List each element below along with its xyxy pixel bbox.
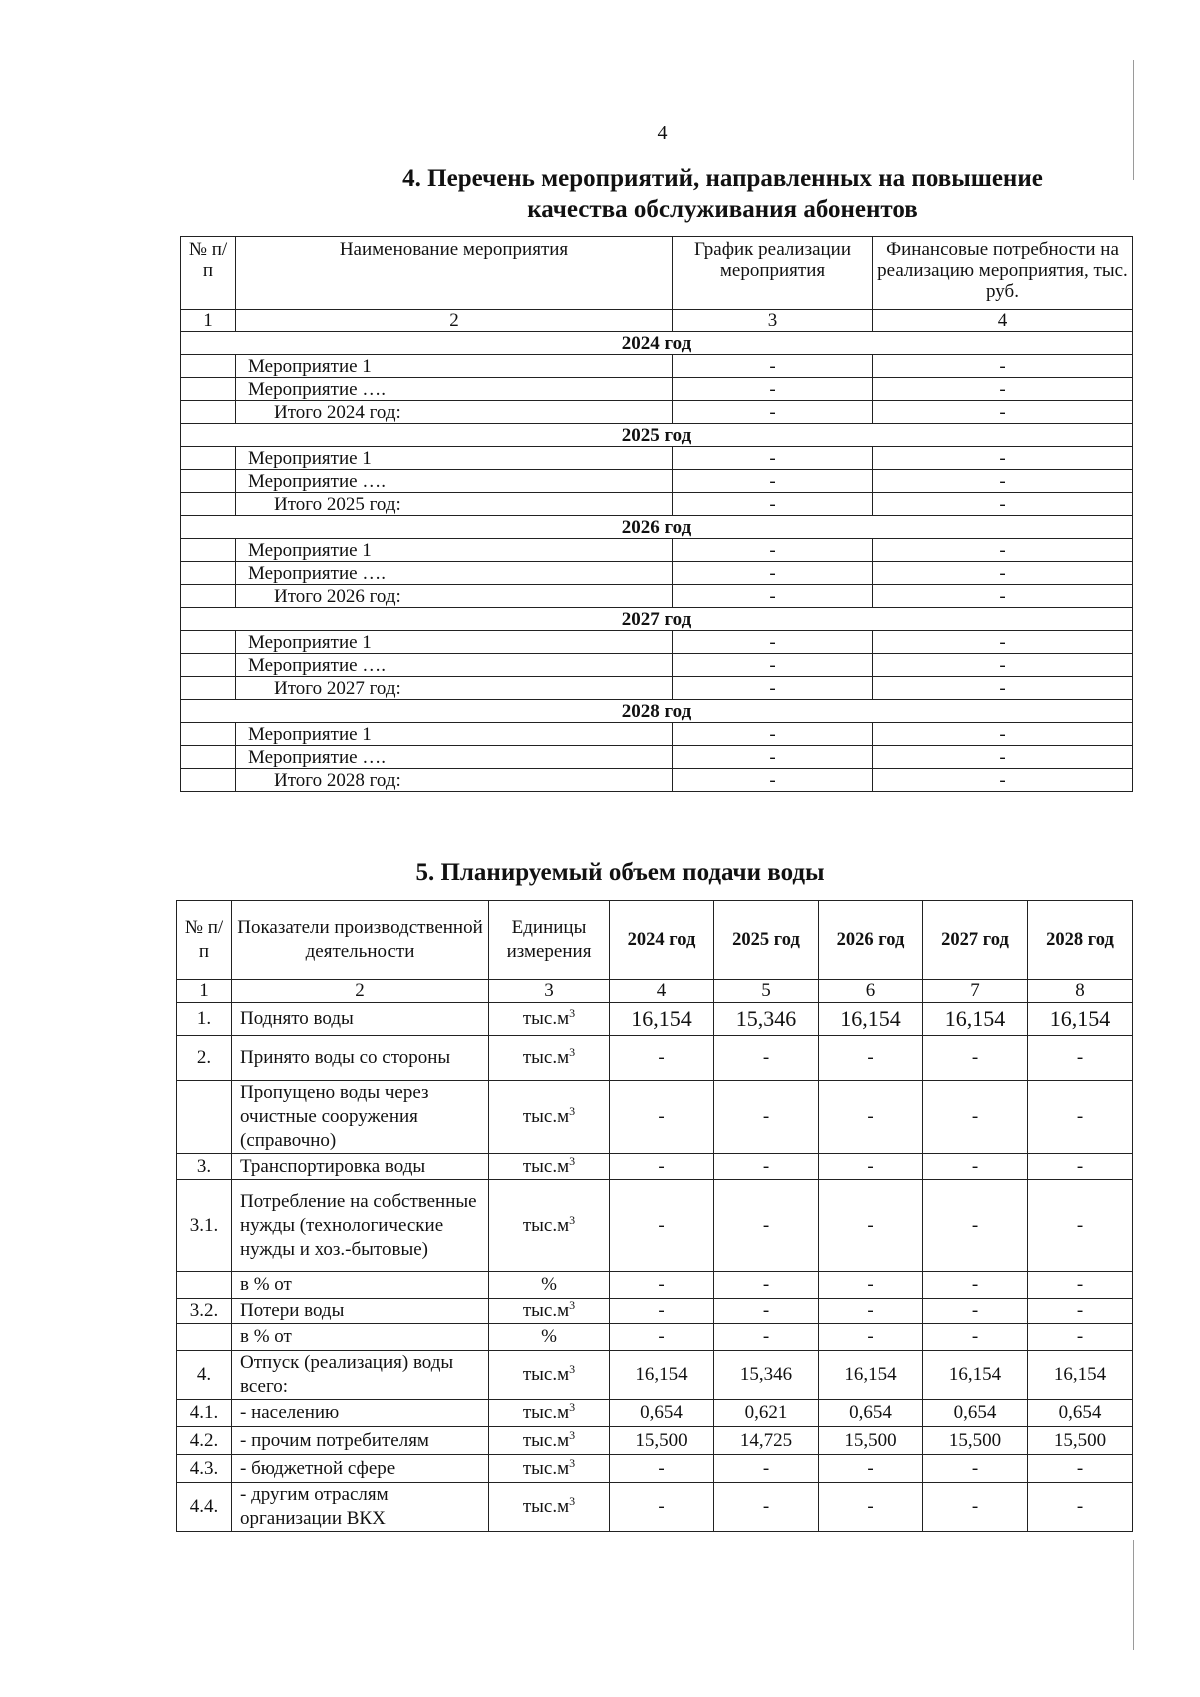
event-row [181, 654, 1133, 677]
year-value: - [819, 1081, 923, 1154]
section5-title: 5. Планируемый объем подачи воды [415, 859, 825, 886]
unit-cell [489, 1351, 610, 1400]
section4-title-line2: качества обслуживания абонентов [527, 196, 918, 223]
header-num: № п/п [177, 901, 232, 980]
year-value: 16,154 [1028, 1003, 1133, 1036]
header-event-name: Наименование мероприятия [236, 237, 673, 310]
indicator-row [177, 1427, 1133, 1455]
unit-superscript: 3 [569, 1400, 576, 1414]
year-value: 15,346 [714, 1003, 819, 1036]
header-year: 2024 год [610, 901, 714, 980]
event-finance: - [873, 470, 1133, 493]
unit-cell [489, 1081, 610, 1154]
unit-cell [489, 1455, 610, 1483]
year-value: - [1028, 1483, 1133, 1532]
indicator-name: - другим отраслям организации ВКХ [232, 1483, 489, 1532]
year-value: 16,154 [610, 1351, 714, 1400]
col-number: 2 [236, 310, 673, 332]
section4-title [360, 163, 1085, 225]
year-value: 14,725 [714, 1427, 819, 1455]
event-finance: - [873, 654, 1133, 677]
year-value: - [923, 1324, 1028, 1351]
unit-label: % [541, 1274, 557, 1295]
event-name: Итого 2026 год: [236, 585, 673, 608]
year-value: - [714, 1180, 819, 1272]
year-value: 0,654 [819, 1400, 923, 1427]
event-name: Мероприятие 1 [236, 723, 673, 746]
event-num [181, 401, 236, 424]
year-label: 2026 год [181, 516, 1133, 539]
event-row [181, 585, 1133, 608]
year-value: 16,154 [610, 1003, 714, 1036]
year-value: 16,154 [819, 1351, 923, 1400]
year-value: 0,621 [714, 1400, 819, 1427]
unit-label: тыс.м [522, 1047, 570, 1068]
unit-label: тыс.м [522, 1300, 570, 1321]
header-indicator: Показатели производственной деятельности [232, 901, 489, 980]
event-finance: - [873, 539, 1133, 562]
event-name: Мероприятие …. [236, 654, 673, 677]
unit-superscript: 3 [569, 1212, 576, 1227]
header-year: 2027 год [923, 901, 1028, 980]
event-row [181, 562, 1133, 585]
indicator-row [177, 1003, 1133, 1036]
row-number: 3. [177, 1154, 232, 1180]
col-number: 7 [923, 980, 1028, 1003]
year-value: - [819, 1036, 923, 1081]
row-number [177, 1081, 232, 1154]
col-number: 3 [489, 980, 610, 1003]
events-table-header [181, 237, 1133, 310]
col-number: 1 [181, 310, 236, 332]
unit-superscript: 3 [569, 1045, 576, 1059]
water-supply-table [176, 900, 1133, 1532]
event-name: Мероприятие 1 [236, 447, 673, 470]
unit-superscript: 3 [569, 1455, 576, 1470]
year-value: - [610, 1299, 714, 1324]
indicator-row [177, 1455, 1133, 1483]
year-value: - [923, 1483, 1028, 1532]
event-schedule: - [673, 447, 873, 470]
indicator-name: Отпуск (реализация) воды всего: [232, 1351, 489, 1400]
event-num [181, 493, 236, 516]
event-row [181, 723, 1133, 746]
event-row [181, 539, 1133, 562]
event-schedule: - [673, 677, 873, 700]
event-finance: - [873, 493, 1133, 516]
indicator-row [177, 1351, 1133, 1400]
event-row [181, 401, 1133, 424]
event-schedule: - [673, 401, 873, 424]
col-number: 1 [177, 980, 232, 1003]
event-num [181, 447, 236, 470]
row-number: 3.2. [177, 1299, 232, 1324]
unit-superscript: 3 [569, 1494, 576, 1508]
event-row [181, 493, 1133, 516]
event-name: Итого 2028 год: [236, 769, 673, 792]
event-num [181, 654, 236, 677]
year-value: - [1028, 1081, 1133, 1154]
event-num [181, 723, 236, 746]
indicator-name: в % от [232, 1324, 489, 1351]
year-value: 16,154 [819, 1003, 923, 1036]
year-value: - [714, 1036, 819, 1081]
year-value: - [819, 1180, 923, 1272]
year-label: 2028 год [181, 700, 1133, 723]
event-schedule: - [673, 562, 873, 585]
section4-title-line1: 4. Перечень мероприятий, направленных на повышение [402, 165, 1043, 192]
year-value: 15,500 [610, 1427, 714, 1455]
year-value: - [923, 1455, 1028, 1483]
year-label: 2024 год [181, 332, 1133, 355]
year-value: - [819, 1455, 923, 1483]
unit-cell [489, 1299, 610, 1324]
year-value: - [1028, 1180, 1133, 1272]
col-number: 5 [714, 980, 819, 1003]
year-value: - [923, 1299, 1028, 1324]
unit-superscript: 3 [569, 1006, 576, 1020]
scan-edge-line [1133, 60, 1134, 180]
column-numbers-row [181, 310, 1133, 332]
event-row [181, 378, 1133, 401]
water-table-body [177, 980, 1133, 1532]
event-schedule: - [673, 631, 873, 654]
unit-cell [489, 1036, 610, 1081]
event-num [181, 355, 236, 378]
header-year: 2028 год [1028, 901, 1133, 980]
year-value: 0,654 [923, 1400, 1028, 1427]
year-group-row [181, 424, 1133, 447]
event-name: Мероприятие …. [236, 562, 673, 585]
year-value: - [1028, 1272, 1133, 1299]
indicator-row [177, 1299, 1133, 1324]
unit-cell [489, 1427, 610, 1455]
year-value: - [923, 1154, 1028, 1180]
event-row [181, 631, 1133, 654]
year-value: - [714, 1299, 819, 1324]
indicator-name: - бюджетной сфере [232, 1455, 489, 1483]
year-value: - [610, 1483, 714, 1532]
event-row [181, 447, 1133, 470]
header-finance: Финансовые потребности на реализацию мероприятия, тыс. руб. [873, 237, 1133, 310]
indicator-name: в % от [232, 1272, 489, 1299]
event-schedule: - [673, 355, 873, 378]
unit-cell [489, 1154, 610, 1180]
event-row [181, 470, 1133, 493]
unit-cell [489, 1180, 610, 1272]
row-number: 4.3. [177, 1455, 232, 1483]
year-value: - [819, 1272, 923, 1299]
unit-label: тыс.м [522, 1496, 570, 1517]
header-year: 2025 год [714, 901, 819, 980]
year-value: 15,500 [1028, 1427, 1133, 1455]
row-number [177, 1324, 232, 1351]
event-num [181, 585, 236, 608]
events-table [180, 236, 1133, 792]
col-number: 2 [232, 980, 489, 1003]
event-row [181, 746, 1133, 769]
year-value: - [714, 1081, 819, 1154]
row-number: 3.1. [177, 1180, 232, 1272]
unit-label: тыс.м [522, 1402, 570, 1423]
indicator-name: Транспортировка воды [232, 1154, 489, 1180]
unit-cell [489, 1483, 610, 1532]
year-value: - [714, 1272, 819, 1299]
event-name: Мероприятие …. [236, 746, 673, 769]
column-numbers-row [177, 980, 1133, 1003]
event-finance: - [873, 447, 1133, 470]
event-schedule: - [673, 769, 873, 792]
year-value: 16,154 [1028, 1351, 1133, 1400]
year-value: 16,154 [923, 1003, 1028, 1036]
event-finance: - [873, 562, 1133, 585]
event-name: Мероприятие …. [236, 378, 673, 401]
event-finance: - [873, 631, 1133, 654]
unit-superscript: 3 [569, 1153, 576, 1168]
event-schedule: - [673, 654, 873, 677]
year-value: 15,500 [923, 1427, 1028, 1455]
row-number: 4.4. [177, 1483, 232, 1532]
event-finance: - [873, 401, 1133, 424]
event-finance: - [873, 746, 1133, 769]
indicator-name: Потери воды [232, 1299, 489, 1324]
event-schedule: - [673, 746, 873, 769]
year-value: - [610, 1154, 714, 1180]
event-row [181, 355, 1133, 378]
year-label: 2027 год [181, 608, 1133, 631]
indicator-row [177, 1154, 1133, 1180]
year-value: - [923, 1180, 1028, 1272]
event-finance: - [873, 378, 1133, 401]
water-table-header [177, 901, 1133, 980]
event-schedule: - [673, 723, 873, 746]
year-value: - [923, 1081, 1028, 1154]
year-value: 15,346 [714, 1351, 819, 1400]
indicator-name: Пропущено воды через очистные сооружения (справочно) [232, 1081, 489, 1154]
year-value: - [610, 1036, 714, 1081]
row-number: 4.2. [177, 1427, 232, 1455]
header-schedule: График реализации мероприятия [673, 237, 873, 310]
event-num [181, 746, 236, 769]
year-value: 16,154 [923, 1351, 1028, 1400]
event-name: Итого 2024 год: [236, 401, 673, 424]
year-value: - [714, 1455, 819, 1483]
indicator-row [177, 1400, 1133, 1427]
year-group-row [181, 700, 1133, 723]
indicator-row [177, 1081, 1133, 1154]
col-number: 4 [873, 310, 1133, 332]
year-group-row [181, 516, 1133, 539]
indicator-name: Потребление на собственные нужды (технологические нужды и хоз.-бытовые) [232, 1180, 489, 1272]
unit-superscript: 3 [569, 1427, 576, 1442]
page-number: 4 [657, 122, 668, 144]
unit-superscript: 3 [569, 1298, 576, 1312]
event-row [181, 677, 1133, 700]
event-num [181, 677, 236, 700]
event-row [181, 769, 1133, 792]
event-num [181, 769, 236, 792]
year-group-row [181, 608, 1133, 631]
event-schedule: - [673, 539, 873, 562]
event-num [181, 470, 236, 493]
unit-label: тыс.м [522, 1457, 570, 1479]
row-number: 1. [177, 1003, 232, 1036]
year-value: 0,654 [1028, 1400, 1133, 1427]
col-number: 4 [610, 980, 714, 1003]
row-number: 2. [177, 1036, 232, 1081]
year-value: - [1028, 1324, 1133, 1351]
unit-superscript: 3 [569, 1362, 576, 1376]
event-finance: - [873, 769, 1133, 792]
row-number: 4.1. [177, 1400, 232, 1427]
year-value: - [923, 1036, 1028, 1081]
scan-edge-line [1133, 1540, 1134, 1650]
year-value: - [610, 1455, 714, 1483]
event-finance: - [873, 585, 1133, 608]
indicator-name: Принято воды со стороны [232, 1036, 489, 1081]
year-value: - [819, 1299, 923, 1324]
event-num [181, 378, 236, 401]
event-finance: - [873, 355, 1133, 378]
header-unit: Единицы измерения [489, 901, 610, 980]
year-value: - [1028, 1154, 1133, 1180]
event-name: Итого 2025 год: [236, 493, 673, 516]
year-value: - [610, 1081, 714, 1154]
year-label: 2025 год [181, 424, 1133, 447]
row-number: 4. [177, 1351, 232, 1400]
events-table-body [181, 310, 1133, 792]
unit-cell [489, 1272, 610, 1299]
unit-cell [489, 1003, 610, 1036]
year-value: - [819, 1154, 923, 1180]
year-value: - [610, 1180, 714, 1272]
year-value: - [714, 1324, 819, 1351]
header-num: № п/п [181, 237, 236, 310]
row-number [177, 1272, 232, 1299]
event-schedule: - [673, 378, 873, 401]
year-value: 0,654 [610, 1400, 714, 1427]
year-value: - [610, 1272, 714, 1299]
indicator-row [177, 1180, 1133, 1272]
unit-label: тыс.м [522, 1008, 570, 1029]
year-value: - [1028, 1036, 1133, 1081]
unit-label: тыс.м [522, 1155, 570, 1177]
event-name: Мероприятие 1 [236, 631, 673, 654]
year-value: - [923, 1272, 1028, 1299]
year-group-row [181, 332, 1133, 355]
event-schedule: - [673, 493, 873, 516]
indicator-row [177, 1036, 1133, 1081]
event-name: Мероприятие 1 [236, 355, 673, 378]
unit-label: тыс.м [522, 1429, 570, 1451]
year-value: - [819, 1483, 923, 1532]
year-value: - [819, 1324, 923, 1351]
col-number: 6 [819, 980, 923, 1003]
unit-superscript: 3 [569, 1104, 576, 1118]
event-num [181, 562, 236, 585]
event-num [181, 631, 236, 654]
indicator-name: - населению [232, 1400, 489, 1427]
unit-label: % [541, 1326, 557, 1347]
col-number: 3 [673, 310, 873, 332]
event-num [181, 539, 236, 562]
unit-label: тыс.м [522, 1106, 570, 1127]
event-name: Мероприятие …. [236, 470, 673, 493]
event-schedule: - [673, 585, 873, 608]
col-number: 8 [1028, 980, 1133, 1003]
indicator-row [177, 1324, 1133, 1351]
header-year: 2026 год [819, 901, 923, 980]
year-value: 15,500 [819, 1427, 923, 1455]
year-value: - [610, 1324, 714, 1351]
event-name: Мероприятие 1 [236, 539, 673, 562]
indicator-name: - прочим потребителям [232, 1427, 489, 1455]
year-value: - [714, 1483, 819, 1532]
unit-label: тыс.м [522, 1214, 570, 1236]
year-value: - [1028, 1455, 1133, 1483]
unit-cell [489, 1400, 610, 1427]
year-value: - [714, 1154, 819, 1180]
event-schedule: - [673, 470, 873, 493]
indicator-row [177, 1272, 1133, 1299]
event-finance: - [873, 677, 1133, 700]
year-value: - [1028, 1299, 1133, 1324]
event-finance: - [873, 723, 1133, 746]
unit-label: тыс.м [522, 1364, 570, 1385]
event-name: Итого 2027 год: [236, 677, 673, 700]
unit-cell [489, 1324, 610, 1351]
indicator-name: Поднято воды [232, 1003, 489, 1036]
indicator-row [177, 1483, 1133, 1532]
